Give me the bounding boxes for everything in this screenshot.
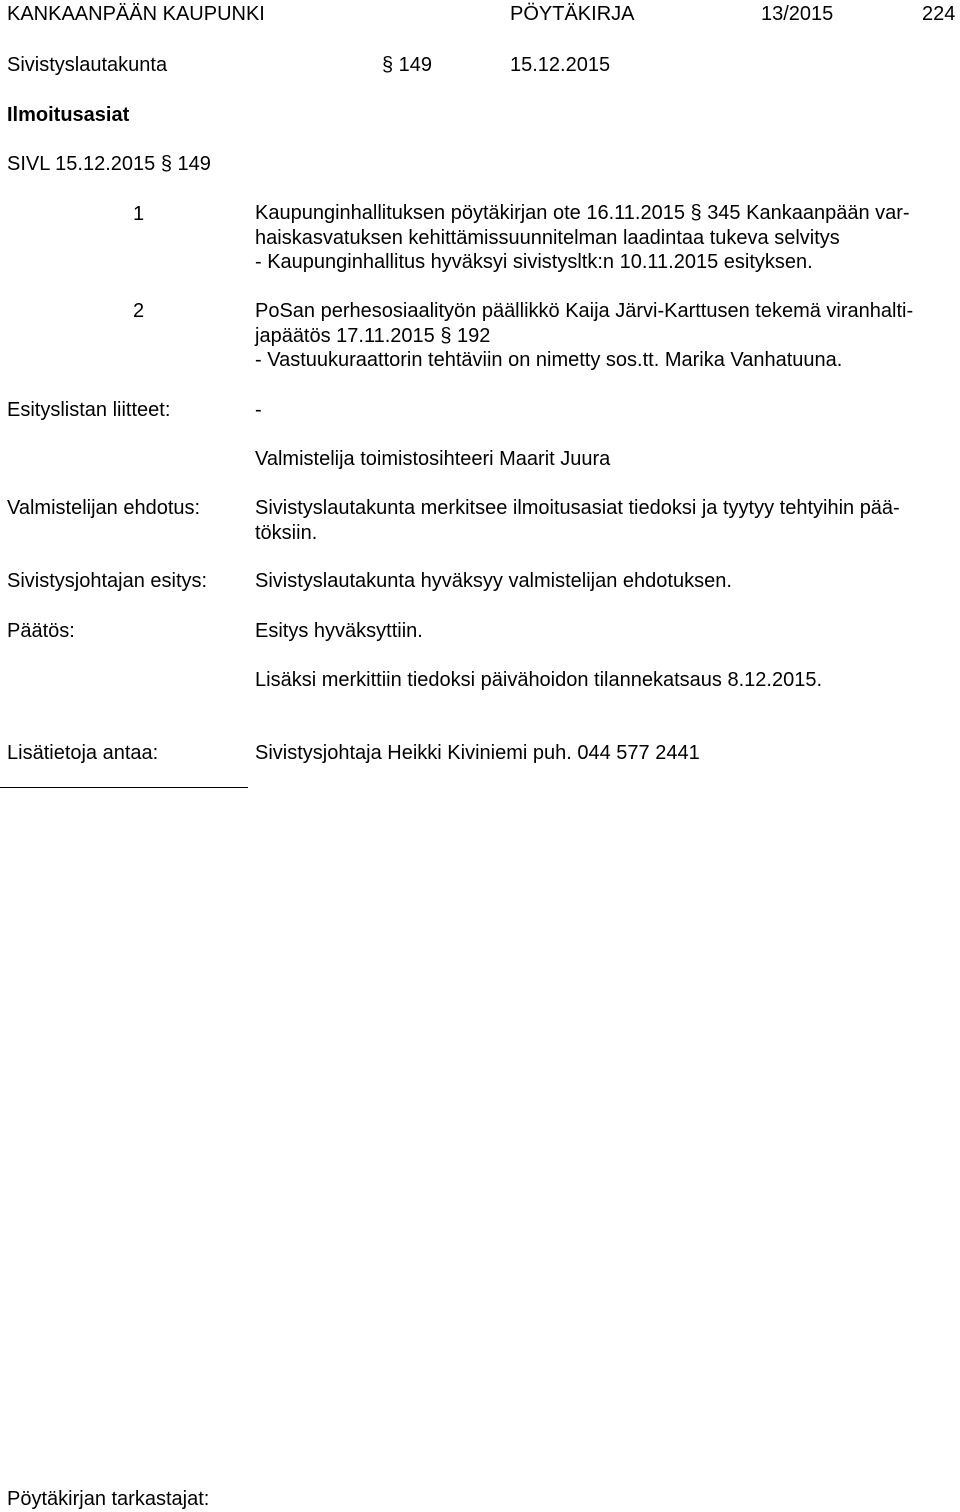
attachments-value: - [255, 399, 262, 421]
proposal-line: Sivistyslautakunta merkitsee ilmoitusasiat tiedoksi ja tyytyy tehtyihin pää- [255, 497, 900, 519]
contact-text: Sivistysjohtaja Heikki Kiviniemi puh. 044 577 2441 [255, 742, 700, 764]
director-proposal-text: Sivistyslautakunta hyväksyy valmistelijan ehdotuksen. [255, 570, 732, 592]
section-number: § 149 [382, 54, 433, 76]
page-number: 224 [922, 3, 956, 25]
section-divider [0, 787, 248, 788]
notice-text [255, 299, 913, 373]
meeting-number: 13/2015 [761, 3, 834, 25]
attachments-label: Esityslistan liitteet: [7, 399, 171, 421]
item-title: Ilmoitusasiat [7, 104, 130, 126]
reviewers-label: Pöytäkirjan tarkastajat: [7, 1488, 210, 1510]
board-name: Sivistyslautakunta [7, 54, 168, 76]
notice-line: Kaupunginhallituksen pöytäkirjan ote 16.11.2015 § 345 Kankaanpään var- [255, 202, 910, 224]
document-type: PÖYTÄKIRJA [510, 3, 635, 25]
item-reference: SIVL 15.12.2015 § 149 [7, 153, 211, 175]
decision-label: Päätös: [7, 620, 75, 642]
notice-line: haiskasvatuksen kehittämissuunnitelman laadintaa tukeva selvitys [255, 226, 840, 249]
notice-number: 1 [133, 203, 145, 225]
meeting-date: 15.12.2015 [510, 54, 611, 76]
decision-text: Esitys hyväksyttiin. [255, 620, 423, 642]
notice-number: 2 [133, 300, 145, 322]
organization-name: KANKAANPÄÄN KAUPUNKI [7, 3, 265, 25]
notice-line: - Kaupunginhallitus hyväksyi sivistysltk:n 10.11.2015 esityksen. [255, 251, 813, 273]
proposal-label: Valmistelijan ehdotus: [7, 497, 201, 519]
preparer-line: Valmistelija toimistosihteeri Maarit Juura [255, 448, 611, 470]
decision-addition: Lisäksi merkittiin tiedoksi päivähoidon tilannekatsaus 8.12.2015. [255, 669, 823, 691]
notice-line: - Vastuukuraattorin tehtäviin on nimetty sos.tt. Marika Vanhatuuna. [255, 349, 843, 371]
notice-line: PoSan perhesosiaalityön päällikkö Kaija Järvi-Karttusen tekemä viranhalti- [255, 300, 914, 322]
director-proposal-label: Sivistysjohtajan esitys: [7, 570, 208, 592]
proposal-line: töksiin. [255, 521, 318, 544]
contact-label: Lisätietoja antaa: [7, 742, 159, 764]
proposal-text [255, 496, 900, 545]
notice-text [255, 201, 910, 275]
notice-line: japäätös 17.11.2015 § 192 [255, 324, 491, 347]
